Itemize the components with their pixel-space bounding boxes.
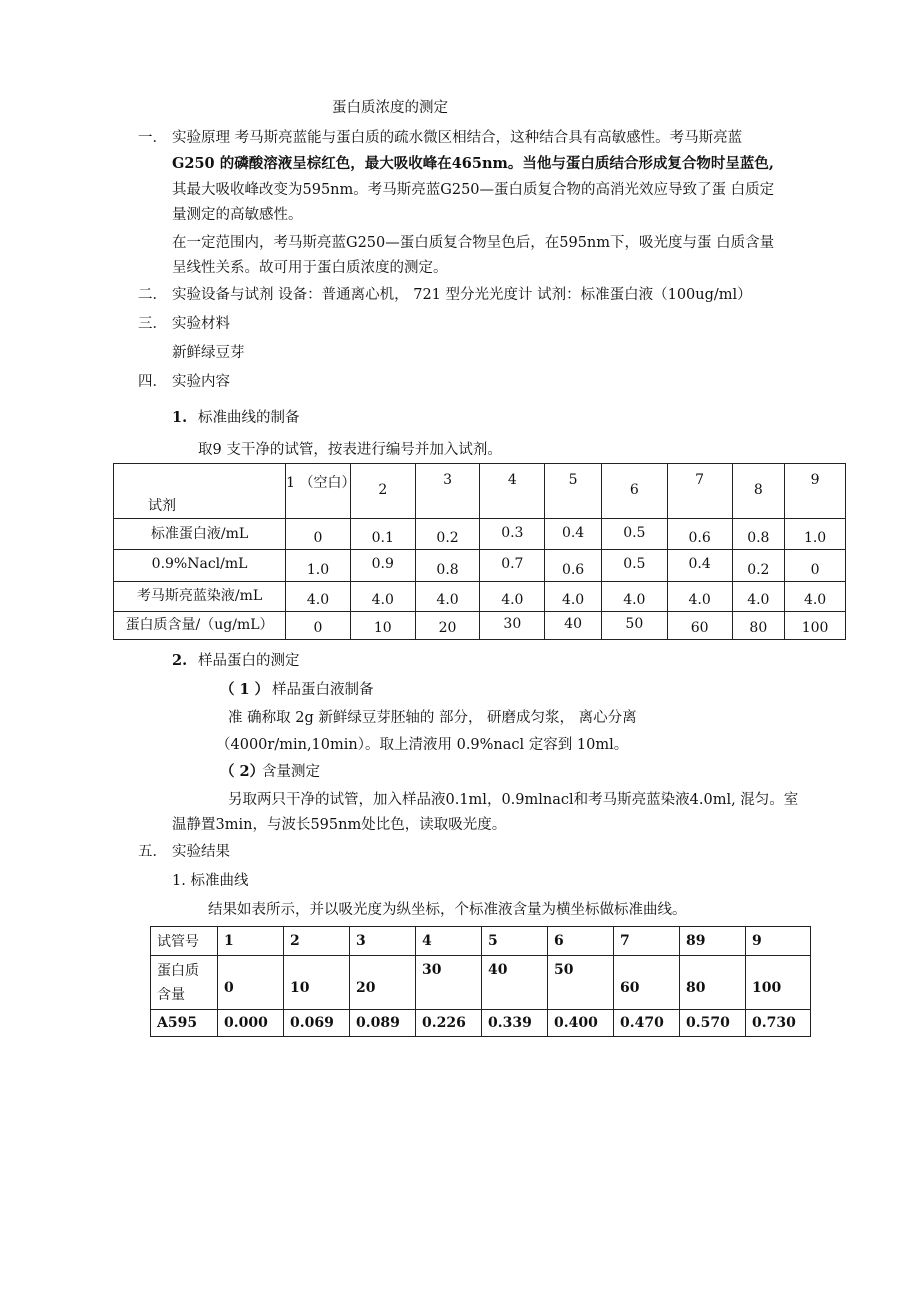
reagent-table-cell: 1.0 xyxy=(785,519,846,550)
section-5-text: 实验结果 xyxy=(172,844,230,860)
reagent-table-cell: 0.1 xyxy=(350,519,415,550)
reagent-table-header: 4 xyxy=(480,464,545,519)
subsection-1-number: （ 1 ） xyxy=(220,681,270,698)
section-1-line-6: 呈线性关系。故可用于蛋白质浓度的测定。 xyxy=(172,260,448,276)
absorbance-table-cell: 0.339 xyxy=(482,1010,548,1037)
reagent-table-cell: 30 xyxy=(480,612,545,640)
doc-title: 蛋白质浓度的测定 xyxy=(332,100,448,116)
section-1-number: 一． xyxy=(138,130,167,146)
reagent-table-cell: 0.5 xyxy=(601,519,667,550)
section-3-material: 新鲜绿豆芽 xyxy=(172,345,245,361)
absorbance-table-cell: 0.226 xyxy=(416,1010,482,1037)
section-1-line-4: 量测定的高敏感性。 xyxy=(172,207,303,223)
section-3-text: 实验材料 xyxy=(172,316,230,332)
reagent-table-cell: 50 xyxy=(601,612,667,640)
absorbance-table-header: 3 xyxy=(350,927,416,956)
reagent-table-cell: 0.7 xyxy=(480,550,545,582)
absorbance-table-cell: 50 xyxy=(548,956,614,1010)
absorbance-table-header: 7 xyxy=(614,927,680,956)
subsection-1-text: 样品蛋白液制备 xyxy=(272,682,374,698)
reagent-table-cell: 4.0 xyxy=(415,582,480,612)
section-4-number: 四． xyxy=(138,374,167,390)
absorbance-table-cell: 0.069 xyxy=(284,1010,350,1037)
reagent-table-cell: 0.5 xyxy=(601,550,667,582)
absorbance-table-cell: 0.000 xyxy=(218,1010,284,1037)
reagent-table-cell: 20 xyxy=(415,612,480,640)
reagent-table-cell: 0.2 xyxy=(732,550,785,582)
section-5-sub1: 1. 标准曲线 xyxy=(172,873,249,889)
reagent-table-row-label: 0.9%Nacl/mL xyxy=(114,550,286,582)
section-4-sub2-text: 样品蛋白的测定 xyxy=(198,653,300,669)
reagent-table-cell: 10 xyxy=(350,612,415,640)
reagent-table-header: 2 xyxy=(350,464,415,519)
section-4-sub1-text: 标准曲线的制备 xyxy=(198,410,300,426)
section-2-number: 二． xyxy=(138,287,167,303)
section-1-line-3: 其最大吸收峰改变为595nm。考马斯亮蓝G250—蛋白质复合物的高消光效应导致了蛋 白质定 xyxy=(172,182,775,198)
section-4-text: 实验内容 xyxy=(172,374,230,390)
reagent-table-cell: 0.9 xyxy=(350,550,415,582)
absorbance-table xyxy=(150,926,811,1037)
table2-intro: 结果如表所示，并以吸光度为纵坐标，个标准液含量为横坐标做标准曲线。 xyxy=(208,902,687,918)
reagent-table-row-label: 考马斯亮蓝染液/mL xyxy=(114,582,286,612)
section-4-sub1-number: 1. xyxy=(172,409,188,426)
row-label-line-1: 蛋白质 xyxy=(157,962,199,979)
reagent-table-row xyxy=(114,582,846,612)
absorbance-table-row-label: A595 xyxy=(151,1010,218,1037)
reagent-table-cell: 40 xyxy=(545,612,602,640)
reagent-table-cell: 0.4 xyxy=(667,550,732,582)
absorbance-table-cell: 20 xyxy=(350,956,416,1010)
reagent-table-cell: 0 xyxy=(286,519,351,550)
absorbance-table-header: 4 xyxy=(416,927,482,956)
absorbance-table-cell: 40 xyxy=(482,956,548,1010)
absorbance-table-cell: 0 xyxy=(218,956,284,1010)
section-4-sub2-number: 2. xyxy=(172,652,188,669)
reagent-table-cell: 1.0 xyxy=(286,550,351,582)
reagent-table-cell: 4.0 xyxy=(350,582,415,612)
absorbance-table-cell: 0.570 xyxy=(680,1010,746,1037)
absorbance-table-header: 1 xyxy=(218,927,284,956)
reagent-table-cell: 100 xyxy=(785,612,846,640)
absorbance-table-cell: 60 xyxy=(614,956,680,1010)
reagent-table-cell: 80 xyxy=(732,612,785,640)
reagent-table-cell: 4.0 xyxy=(286,582,351,612)
absorbance-table-header: 2 xyxy=(284,927,350,956)
reagent-table-row-label: 标准蛋白液/mL xyxy=(114,519,286,550)
reagent-table-row xyxy=(114,612,846,640)
absorbance-table-header: 89 xyxy=(680,927,746,956)
reagent-table-cell: 4.0 xyxy=(785,582,846,612)
subsection-2-line-2: 温静置3min，与波长595nm处比色，读取吸光度。 xyxy=(172,817,507,833)
reagent-table-cell: 0.8 xyxy=(732,519,785,550)
subsection-2-text: 含量测定 xyxy=(262,764,320,780)
absorbance-table-cell: 0.089 xyxy=(350,1010,416,1037)
reagent-table-row xyxy=(114,519,846,550)
reagent-table-header: 5 xyxy=(545,464,602,519)
reagent-table-cell: 0.8 xyxy=(415,550,480,582)
section-3-number: 三． xyxy=(138,316,167,332)
reagent-table-row xyxy=(114,550,846,582)
reagent-table-header: 1 （空白） xyxy=(286,464,351,519)
absorbance-table-row xyxy=(151,956,811,1010)
reagent-table-cell: 0.6 xyxy=(545,550,602,582)
absorbance-table-row-label xyxy=(151,956,218,1010)
absorbance-table-row-label: 试管号 xyxy=(151,927,218,956)
reagent-table-cell: 4.0 xyxy=(545,582,602,612)
absorbance-table-cell: 0.730 xyxy=(746,1010,811,1037)
section-1-line-2: G250 的磷酸溶液呈棕红色，最大吸收峰在465nm。当他与蛋白质结合形成复合物时呈蓝色, xyxy=(172,155,774,172)
reagent-table-header: 7 xyxy=(667,464,732,519)
absorbance-table-header-row xyxy=(151,927,811,956)
reagent-table-cell: 4.0 xyxy=(667,582,732,612)
reagent-table-header: 6 xyxy=(601,464,667,519)
reagent-table-cell: 0.4 xyxy=(545,519,602,550)
row-label-line-2: 含量 xyxy=(157,986,185,1003)
reagent-table xyxy=(113,463,846,640)
absorbance-table-header: 5 xyxy=(482,927,548,956)
table1-intro: 取9 支干净的试管，按表进行编号并加入试剂。 xyxy=(198,442,502,458)
subsection-2-line-1: 另取两只干净的试管，加入样品液0.1ml，0.9mlnacl和考马斯亮蓝染液4.0ml, 混匀。室 xyxy=(228,792,799,808)
absorbance-table-header: 9 xyxy=(746,927,811,956)
subsection-1-line-1: 准 确称取 2g 新鲜绿豆芽胚轴的 部分， 研磨成匀浆， 离心分离 xyxy=(228,710,637,726)
reagent-table-header: 3 xyxy=(415,464,480,519)
reagent-table-header: 9 xyxy=(785,464,846,519)
reagent-table-corner: 试剂 xyxy=(114,464,286,519)
reagent-table-row-label: 蛋白质含量/（ug/mL） xyxy=(114,612,286,640)
reagent-table-cell: 0.3 xyxy=(480,519,545,550)
reagent-table-cell: 0 xyxy=(286,612,351,640)
section-5-number: 五． xyxy=(138,844,167,860)
absorbance-table-cell: 10 xyxy=(284,956,350,1010)
section-2-text: 实验设备与试剂 设备：普通离心机， 721 型分光光度计 试剂：标准蛋白液（100ug/ml） xyxy=(172,287,752,303)
absorbance-table-cell: 30 xyxy=(416,956,482,1010)
reagent-table-cell: 0.2 xyxy=(415,519,480,550)
absorbance-table-cell: 0.470 xyxy=(614,1010,680,1037)
reagent-table-header-row xyxy=(114,464,846,519)
reagent-table-cell: 60 xyxy=(667,612,732,640)
reagent-table-cell: 4.0 xyxy=(480,582,545,612)
absorbance-table-cell: 0.400 xyxy=(548,1010,614,1037)
reagent-table-cell: 4.0 xyxy=(732,582,785,612)
subsection-1-line-2: （4000r/min,10min）。取上清液用 0.9%nacl 定容到 10ml。 xyxy=(216,737,629,753)
absorbance-table-row xyxy=(151,1010,811,1037)
absorbance-table-header: 6 xyxy=(548,927,614,956)
absorbance-table-cell: 100 xyxy=(746,956,811,1010)
reagent-table-cell: 4.0 xyxy=(601,582,667,612)
reagent-table-cell: 0.6 xyxy=(667,519,732,550)
section-1-line-1: 实验原理 考马斯亮蓝能与蛋白质的疏水微区相结合，这种结合具有高敏感性。考马斯亮蓝 xyxy=(172,130,743,146)
subsection-2-number: （ 2） xyxy=(220,763,265,780)
section-1-line-5: 在一定范围内，考马斯亮蓝G250—蛋白质复合物呈色后，在595nm下，吸光度与蛋 白质含量 xyxy=(172,235,775,251)
absorbance-table-cell: 80 xyxy=(680,956,746,1010)
reagent-table-cell: 0 xyxy=(785,550,846,582)
reagent-table-header: 8 xyxy=(732,464,785,519)
